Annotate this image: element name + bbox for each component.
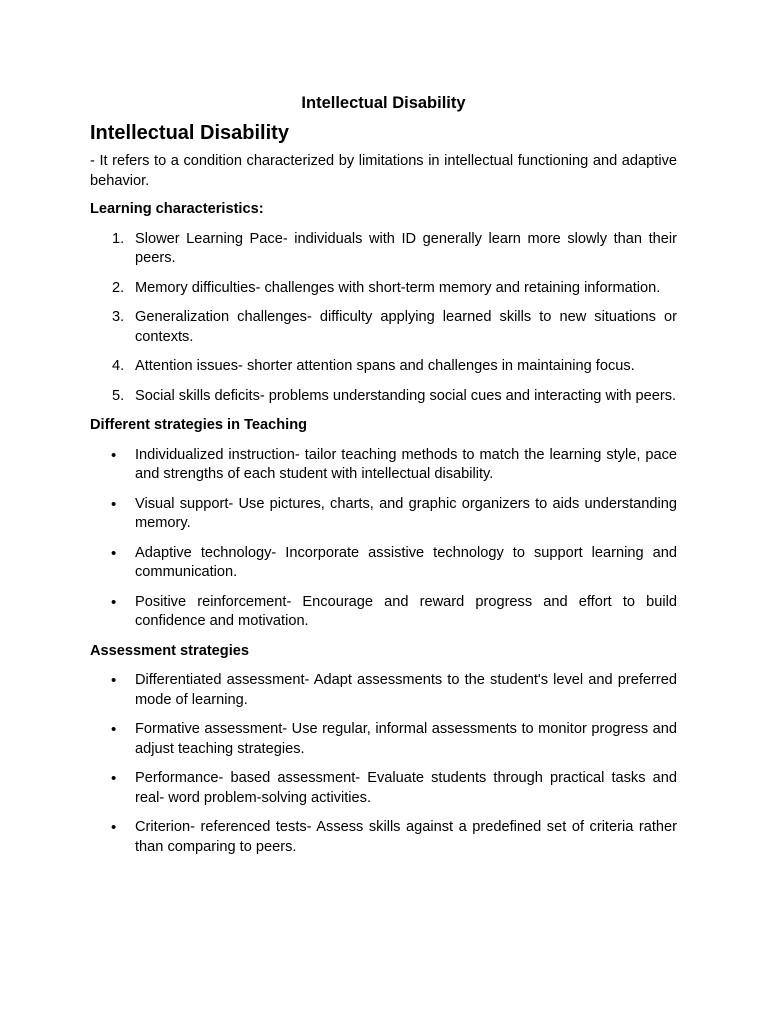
- bullet-icon: •: [111, 544, 117, 562]
- bullet-icon: •: [111, 593, 117, 611]
- list-item: [90, 720, 677, 759]
- list-item: [90, 308, 677, 347]
- document-title: Intellectual Disability: [301, 94, 466, 112]
- bullet-icon: •: [111, 446, 117, 464]
- bullet-icon: •: [111, 819, 117, 836]
- list-item-text: Visual support- Use pictures, charts, and graphic organizers to aids understanding memory.: [135, 495, 677, 531]
- learning-characteristics-heading: Learning characteristics:: [90, 201, 264, 217]
- bullet-icon: •: [111, 721, 117, 738]
- bullet-icon: •: [111, 770, 117, 787]
- intro-paragraph: - It refers to a condition characterized by limitations in intellectual functioning and adaptive behavior.: [90, 153, 677, 189]
- teaching-strategies-list: [90, 446, 677, 632]
- list-item-text: Criterion- referenced tests- Assess skills against a predefined set of criteria rather than comparing to peers.: [135, 819, 677, 855]
- teaching-strategies-heading: Different strategies in Teaching: [90, 417, 308, 433]
- assessment-strategies-heading: Assessment strategies: [90, 642, 249, 659]
- list-item: [90, 446, 677, 485]
- list-number: 4.: [112, 358, 125, 374]
- list-item: [90, 230, 677, 269]
- list-item-text: Performance- based assessment- Evaluate students through practical tasks and real- word problem-solving activities.: [135, 770, 677, 806]
- list-item: [90, 544, 677, 583]
- list-item-text: Adaptive technology- Incorporate assistive technology to support learning and communication.: [135, 544, 677, 580]
- learning-characteristics-list: [90, 230, 677, 407]
- list-item-text: Slower Learning Pace- individuals with ID generally learn more slowly than their peers.: [135, 230, 677, 266]
- list-item-text: Positive reinforcement- Encourage and reward progress and effort to build confidence and motivation.: [135, 593, 677, 629]
- list-item: [90, 387, 677, 407]
- list-number: 5.: [112, 387, 125, 404]
- list-item: [90, 818, 677, 857]
- list-number: 2.: [112, 279, 125, 296]
- bullet-icon: •: [111, 672, 117, 689]
- list-item-text: Memory difficulties- challenges with short-term memory and retaining information.: [135, 279, 661, 296]
- list-item-text: Attention issues- shorter attention spans and challenges in maintaining focus.: [135, 358, 635, 374]
- list-number: 1.: [112, 230, 125, 247]
- list-item: [90, 495, 677, 534]
- list-item: [90, 593, 677, 632]
- list-item-text: Generalization challenges- difficulty applying learned skills to new situations or contexts.: [135, 309, 677, 345]
- list-number: 3.: [112, 309, 125, 325]
- bullet-icon: •: [111, 495, 117, 513]
- list-item-text: Differentiated assessment- Adapt assessments to the student's level and preferred mode of learning.: [135, 672, 677, 708]
- list-item: [90, 279, 677, 299]
- list-item: [90, 671, 677, 710]
- section-heading: Intellectual Disability: [90, 122, 289, 144]
- list-item: [90, 357, 677, 377]
- list-item-text: Formative assessment- Use regular, informal assessments to monitor progress and adjust teaching strategies.: [135, 721, 677, 757]
- assessment-strategies-list: [90, 671, 677, 857]
- list-item: [90, 769, 677, 808]
- list-item-text: Individualized instruction- tailor teaching methods to match the learning style, pace and strengths of each student with intellectual disability.: [135, 446, 677, 482]
- list-item-text: Social skills deficits- problems understanding social cues and interacting with peers.: [135, 387, 677, 404]
